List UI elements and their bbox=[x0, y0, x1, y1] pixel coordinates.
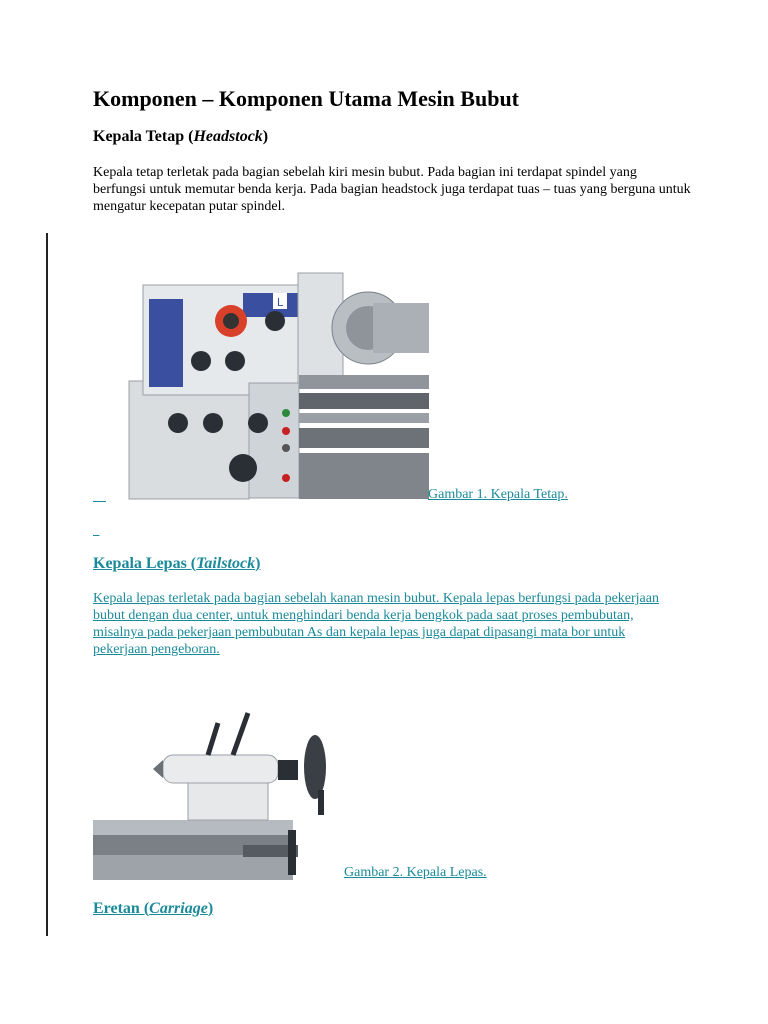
heading-text-suffix: ) bbox=[207, 900, 214, 917]
heading-italic: Headstock bbox=[193, 128, 263, 145]
empty-link-2[interactable] bbox=[93, 522, 100, 538]
document-title: Komponen – Komponen Utama Mesin Bubut bbox=[93, 86, 520, 111]
section-heading-tailstock[interactable] bbox=[93, 555, 260, 573]
figure-badge-letter: L bbox=[276, 296, 284, 309]
heading-text: Kepala Tetap ( bbox=[93, 128, 194, 145]
heading-text: Eretan ( bbox=[93, 900, 150, 917]
heading-text-suffix: ) bbox=[255, 555, 261, 572]
empty-link-1[interactable] bbox=[93, 488, 106, 504]
tailstock-paragraph[interactable]: Kepala lepas terletak pada bagian sebelah kanan mesin bubut. Kepala lepas berfungsi pada pekerjaan bubut dengan dua center, untuk menghindari benda kerja bengkok pada saat proses pembubutan, misalnya pada pekerjaan pembubutan As dan kepala lepas juga dapat dipasangi mata bor untuk pekerjaan pengeboran. bbox=[93, 591, 659, 657]
figure-caption-2[interactable]: Gambar 2. Kepala Lepas. bbox=[344, 865, 487, 880]
margin-rule bbox=[46, 233, 48, 936]
heading-italic: Carriage bbox=[149, 900, 208, 917]
figure-caption-1[interactable]: Gambar 1. Kepala Tetap. bbox=[428, 487, 568, 502]
headstock-paragraph: Kepala tetap terletak pada bagian sebelah kiri mesin bubut. Pada bagian ini terdapat spindel yang berfungsi untuk memutar benda kerja. Pada bagian headstock juga terdapat tuas – tuas yang berguna untuk mengatur kecepatan putar spindel. bbox=[93, 165, 691, 214]
tailstock-image bbox=[93, 705, 338, 883]
heading-italic: Tailstock bbox=[196, 555, 256, 572]
section-heading-headstock bbox=[93, 128, 268, 146]
headstock-image bbox=[123, 263, 429, 501]
heading-text: Kepala Lepas ( bbox=[93, 555, 197, 572]
section-heading-carriage[interactable] bbox=[93, 900, 213, 918]
heading-text-suffix: ) bbox=[262, 128, 269, 145]
